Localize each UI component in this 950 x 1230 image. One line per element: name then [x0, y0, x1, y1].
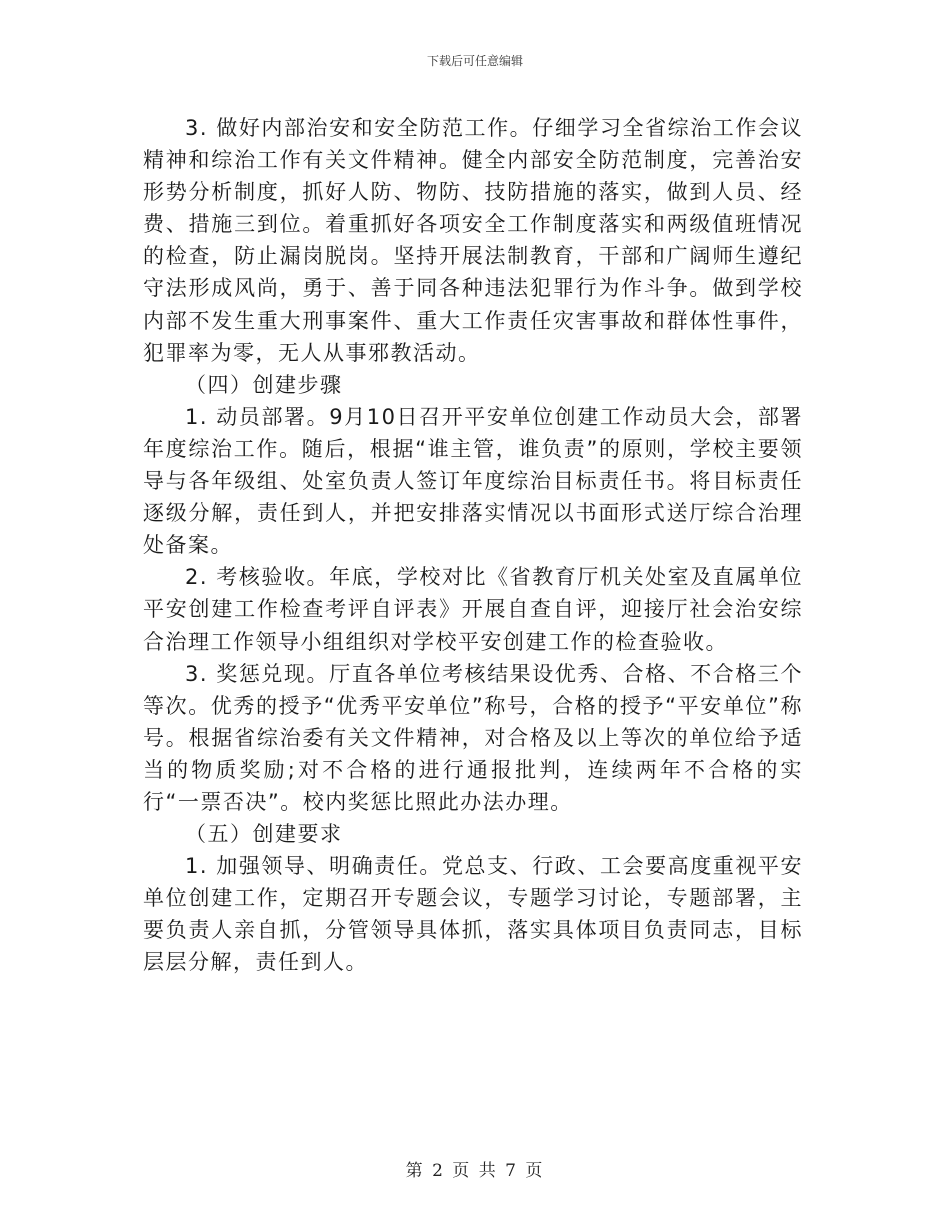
header-note: 下载后可任意编辑 — [426, 54, 523, 68]
paragraph-mobilization: 1. 动员部署。9月10日召开平安单位创建工作动员大会，部署年度综治工作。随后，根据“谁主管，谁负责”的原则，学校主要领导与各年级组、处室负责人签订年度综治目标责任书。将目标责任逐级分解，责任到人，并把安排落实情况以书面形式送厅综合治理处备案。 — [143, 404, 803, 558]
paragraph-rewards: 3. 奖惩兑现。厅直各单位考核结果设优秀、合格、不合格三个等次。优秀的授予“优秀平安单位”称号，合格的授予“平安单位”称号。根据省综治委有关文件精神，对合格及以上等次的单位给予适当的物质奖励;对不合格的进行通报批判，连续两年不合格的实行“一票否决”。校内奖惩比照此办法办理。 — [143, 661, 803, 814]
section-heading-requirements: （五）创建要求 — [185, 822, 343, 847]
paragraph-assessment: 2. 考核验收。年底，学校对比《省教育厅机关处室及直属单位平安创建工作检查考评自评表》开展自查自评，迎接厅社会治安综合治理工作领导小组组织对学校平安创建工作的检查验收。 — [143, 565, 803, 654]
paragraph-security-work: 3. 做好内部治安和安全防范工作。仔细学习全省综治工作会议精神和综治工作有关文件精神。健全内部安全防范制度，完善治安形势分析制度，抓好人防、物防、技防措施的落实，做到人员、经费、措施三到位。着重抓好各项安全工作制度落实和两级值班情况的检查，防止漏岗脱岗。坚持开展法制教育，干部和广阔师生遵纪守法形成风尚，勇于、善于同各种违法犯罪行为作斗争。做到学校内部不发生重大刑事案件、重大工作责任灾害事故和群体性事件，犯罪率为零，无人从事邪教活动。 — [143, 116, 803, 365]
section-heading-steps: （四）创建步骤 — [185, 372, 343, 397]
paragraph-leadership: 1. 加强领导、明确责任。党总支、行政、工会要高度重视平安单位创建工作，定期召开专题会议，专题学习讨论，专题部署，主要负责人亲自抓，分管领导具体抓，落实具体项目负责同志，目标层层分解，责任到人。 — [143, 854, 803, 975]
document-body — [143, 112, 803, 979]
page-number: 第 2 页 共 7 页 — [405, 1161, 545, 1181]
